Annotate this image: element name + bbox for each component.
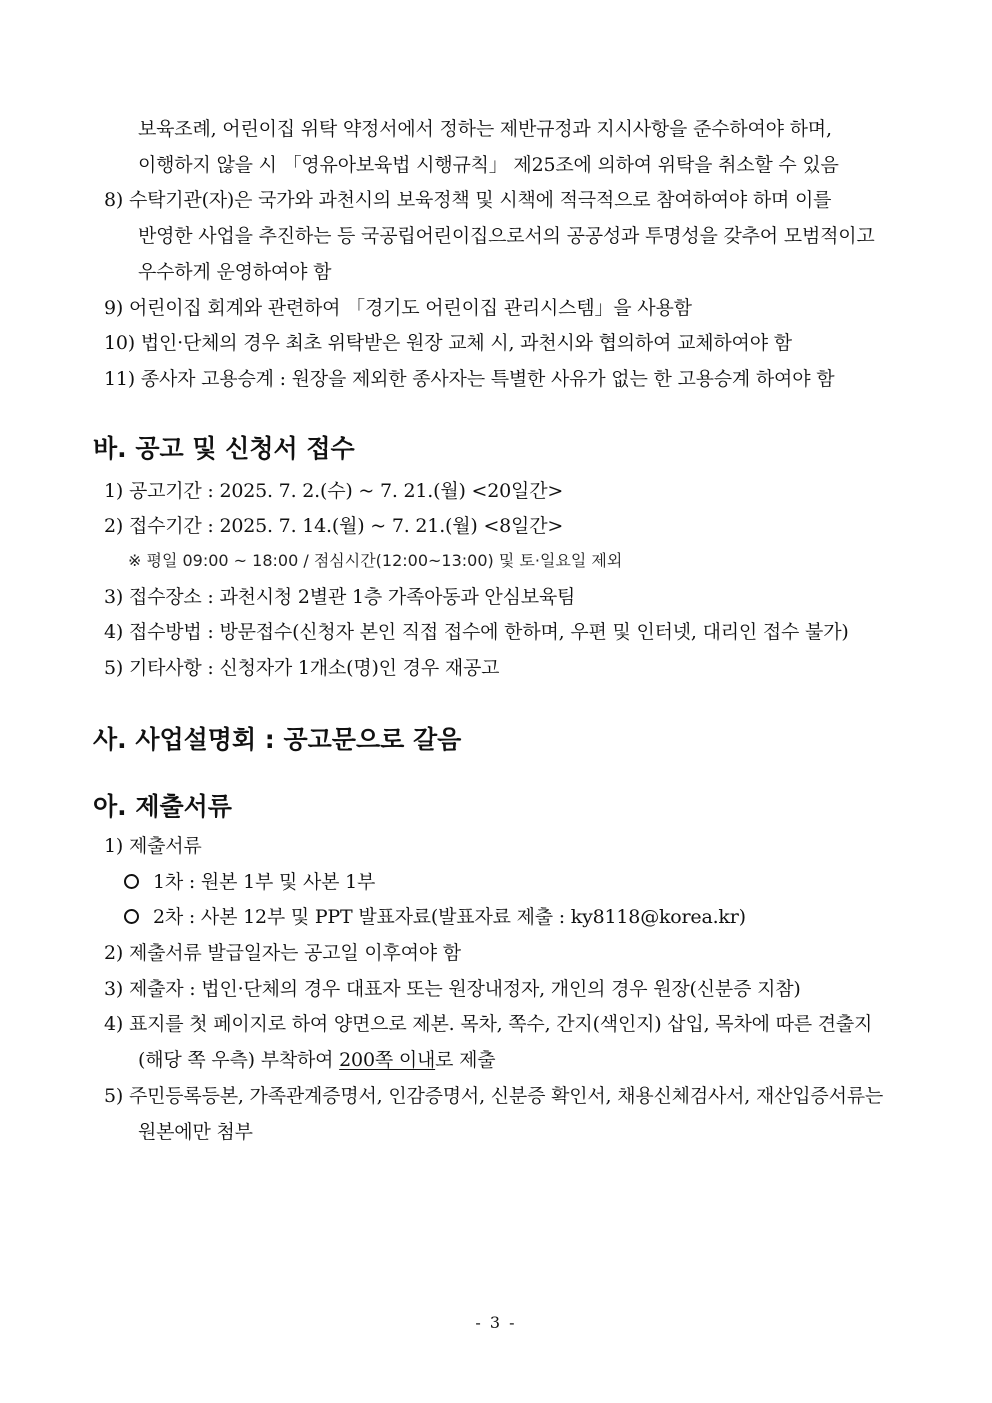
item-8-line-1 bbox=[104, 188, 831, 212]
item-number: 3) bbox=[104, 978, 124, 1000]
ba-item-2 bbox=[104, 514, 563, 538]
a-item-5-line-2: 원본에만 첨부 bbox=[138, 1121, 253, 1143]
page-number: - 3 - bbox=[475, 1313, 517, 1332]
ba-item-5 bbox=[104, 656, 499, 680]
item-text: 제출자 : 법인·단체의 경우 대표자 또는 원장내정자, 개인의 경우 원장(신분증 지참) bbox=[128, 978, 801, 1000]
item-text: 공고기간 : 2025. 7. 2.(수) ~ 7. 21.(월) <20일간> bbox=[128, 480, 564, 502]
item-text: 접수기간 : 2025. 7. 14.(월) ~ 7. 21.(월) <8일간> bbox=[128, 515, 564, 537]
circle-bullet-icon bbox=[124, 909, 139, 924]
item-number: 2) bbox=[104, 515, 124, 537]
item-text-b: 로 제출 bbox=[435, 1049, 496, 1071]
a-item-3 bbox=[104, 977, 801, 1001]
item-number: 10) bbox=[104, 332, 135, 354]
a-item-1 bbox=[104, 834, 202, 858]
item-text: 접수장소 : 과천시청 2별관 1층 가족아동과 안심보육팀 bbox=[128, 586, 576, 608]
item-text: 기타사항 : 신청자가 1개소(명)인 경우 재공고 bbox=[128, 657, 500, 679]
item-number: 9) bbox=[104, 297, 124, 319]
item-number: 5) bbox=[104, 1085, 124, 1107]
item-9 bbox=[104, 296, 692, 320]
item-text: 종사자 고용승계 : 원장을 제외한 종사자는 특별한 사유가 없는 한 고용승계 하여야 함 bbox=[140, 368, 835, 390]
item-number: 8) bbox=[104, 189, 124, 211]
ba-item-1 bbox=[104, 479, 563, 503]
item-number: 1) bbox=[104, 480, 124, 502]
ba-note: ※ 평일 09:00 ~ 18:00 / 점심시간(12:00~13:00) 및 토·일요일 제외 bbox=[128, 551, 623, 570]
item-text: 주민등록등본, 가족관계증명서, 인감증명서, 신분증 확인서, 채용신체검사서, 재산입증서류는 bbox=[128, 1085, 884, 1107]
item-number: 3) bbox=[104, 586, 124, 608]
item-number: 2) bbox=[104, 942, 124, 964]
section-heading-sa: 사. 사업설명회 : 공고문으로 갈음 bbox=[93, 725, 462, 754]
item-text: 수탁기관(자)은 국가와 과천시의 보육정책 및 시책에 적극적으로 참여하여야 하며 이를 bbox=[128, 189, 832, 211]
item-text: 어린이집 회계와 관련하여 「경기도 어린이집 관리시스템」을 사용함 bbox=[128, 297, 692, 319]
a-sub-1 bbox=[124, 870, 375, 894]
ba-item-4 bbox=[104, 620, 849, 644]
circle-bullet-icon bbox=[124, 874, 139, 889]
item-text: 표지를 첫 페이지로 하여 양면으로 제본. 목차, 쪽수, 간지(색인지) 삽입, 목차에 따른 견출지 bbox=[128, 1013, 873, 1035]
underlined-text: 200쪽 이내 bbox=[339, 1049, 436, 1071]
item-11 bbox=[104, 367, 834, 391]
section-heading-ba: 바. 공고 및 신청서 접수 bbox=[93, 434, 355, 463]
sub-text: 1차 : 원본 1부 및 사본 1부 bbox=[153, 871, 376, 893]
item-7-cont-line-1: 보육조례, 어린이집 위탁 약정서에서 정하는 제반규정과 지시사항을 준수하여야 하며, bbox=[138, 118, 832, 140]
item-number: 1) bbox=[104, 835, 124, 857]
item-text: 법인·단체의 경우 최초 위탁받은 원장 교체 시, 과천시와 협의하여 교체하여야 함 bbox=[140, 332, 792, 354]
a-item-5-line-1 bbox=[104, 1084, 883, 1108]
a-item-4-line-2 bbox=[138, 1048, 495, 1072]
a-item-4-line-1 bbox=[104, 1012, 872, 1036]
item-7-cont-line-2: 이행하지 않을 시 「영유아보육법 시행규칙」 제25조에 의하여 위탁을 취소할 수 있음 bbox=[138, 154, 839, 176]
item-number: 4) bbox=[104, 1013, 124, 1035]
item-text: 제출서류 발급일자는 공고일 이후여야 함 bbox=[128, 942, 461, 964]
item-number: 4) bbox=[104, 621, 124, 643]
a-item-2 bbox=[104, 941, 461, 965]
section-heading-a: 아. 제출서류 bbox=[93, 792, 232, 821]
item-8-line-2: 반영한 사업을 추진하는 등 국공립어린이집으로서의 공공성과 투명성을 갖추어 모범적이고 bbox=[138, 225, 875, 247]
sub-text: 2차 : 사본 12부 및 PPT 발표자료(발표자료 제출 : ky8118@korea.kr) bbox=[153, 906, 746, 928]
item-text: 접수방법 : 방문접수(신청자 본인 직접 접수에 한하며, 우편 및 인터넷, 대리인 접수 불가) bbox=[128, 621, 849, 643]
item-number: 5) bbox=[104, 657, 124, 679]
ba-item-3 bbox=[104, 585, 575, 609]
item-number: 11) bbox=[104, 368, 135, 390]
item-text: 제출서류 bbox=[128, 835, 202, 857]
a-sub-2 bbox=[124, 905, 746, 929]
item-10 bbox=[104, 331, 792, 355]
item-text-a: (해당 쪽 우측) 부착하여 bbox=[138, 1049, 340, 1071]
item-8-line-3: 우수하게 운영하여야 함 bbox=[138, 261, 332, 283]
